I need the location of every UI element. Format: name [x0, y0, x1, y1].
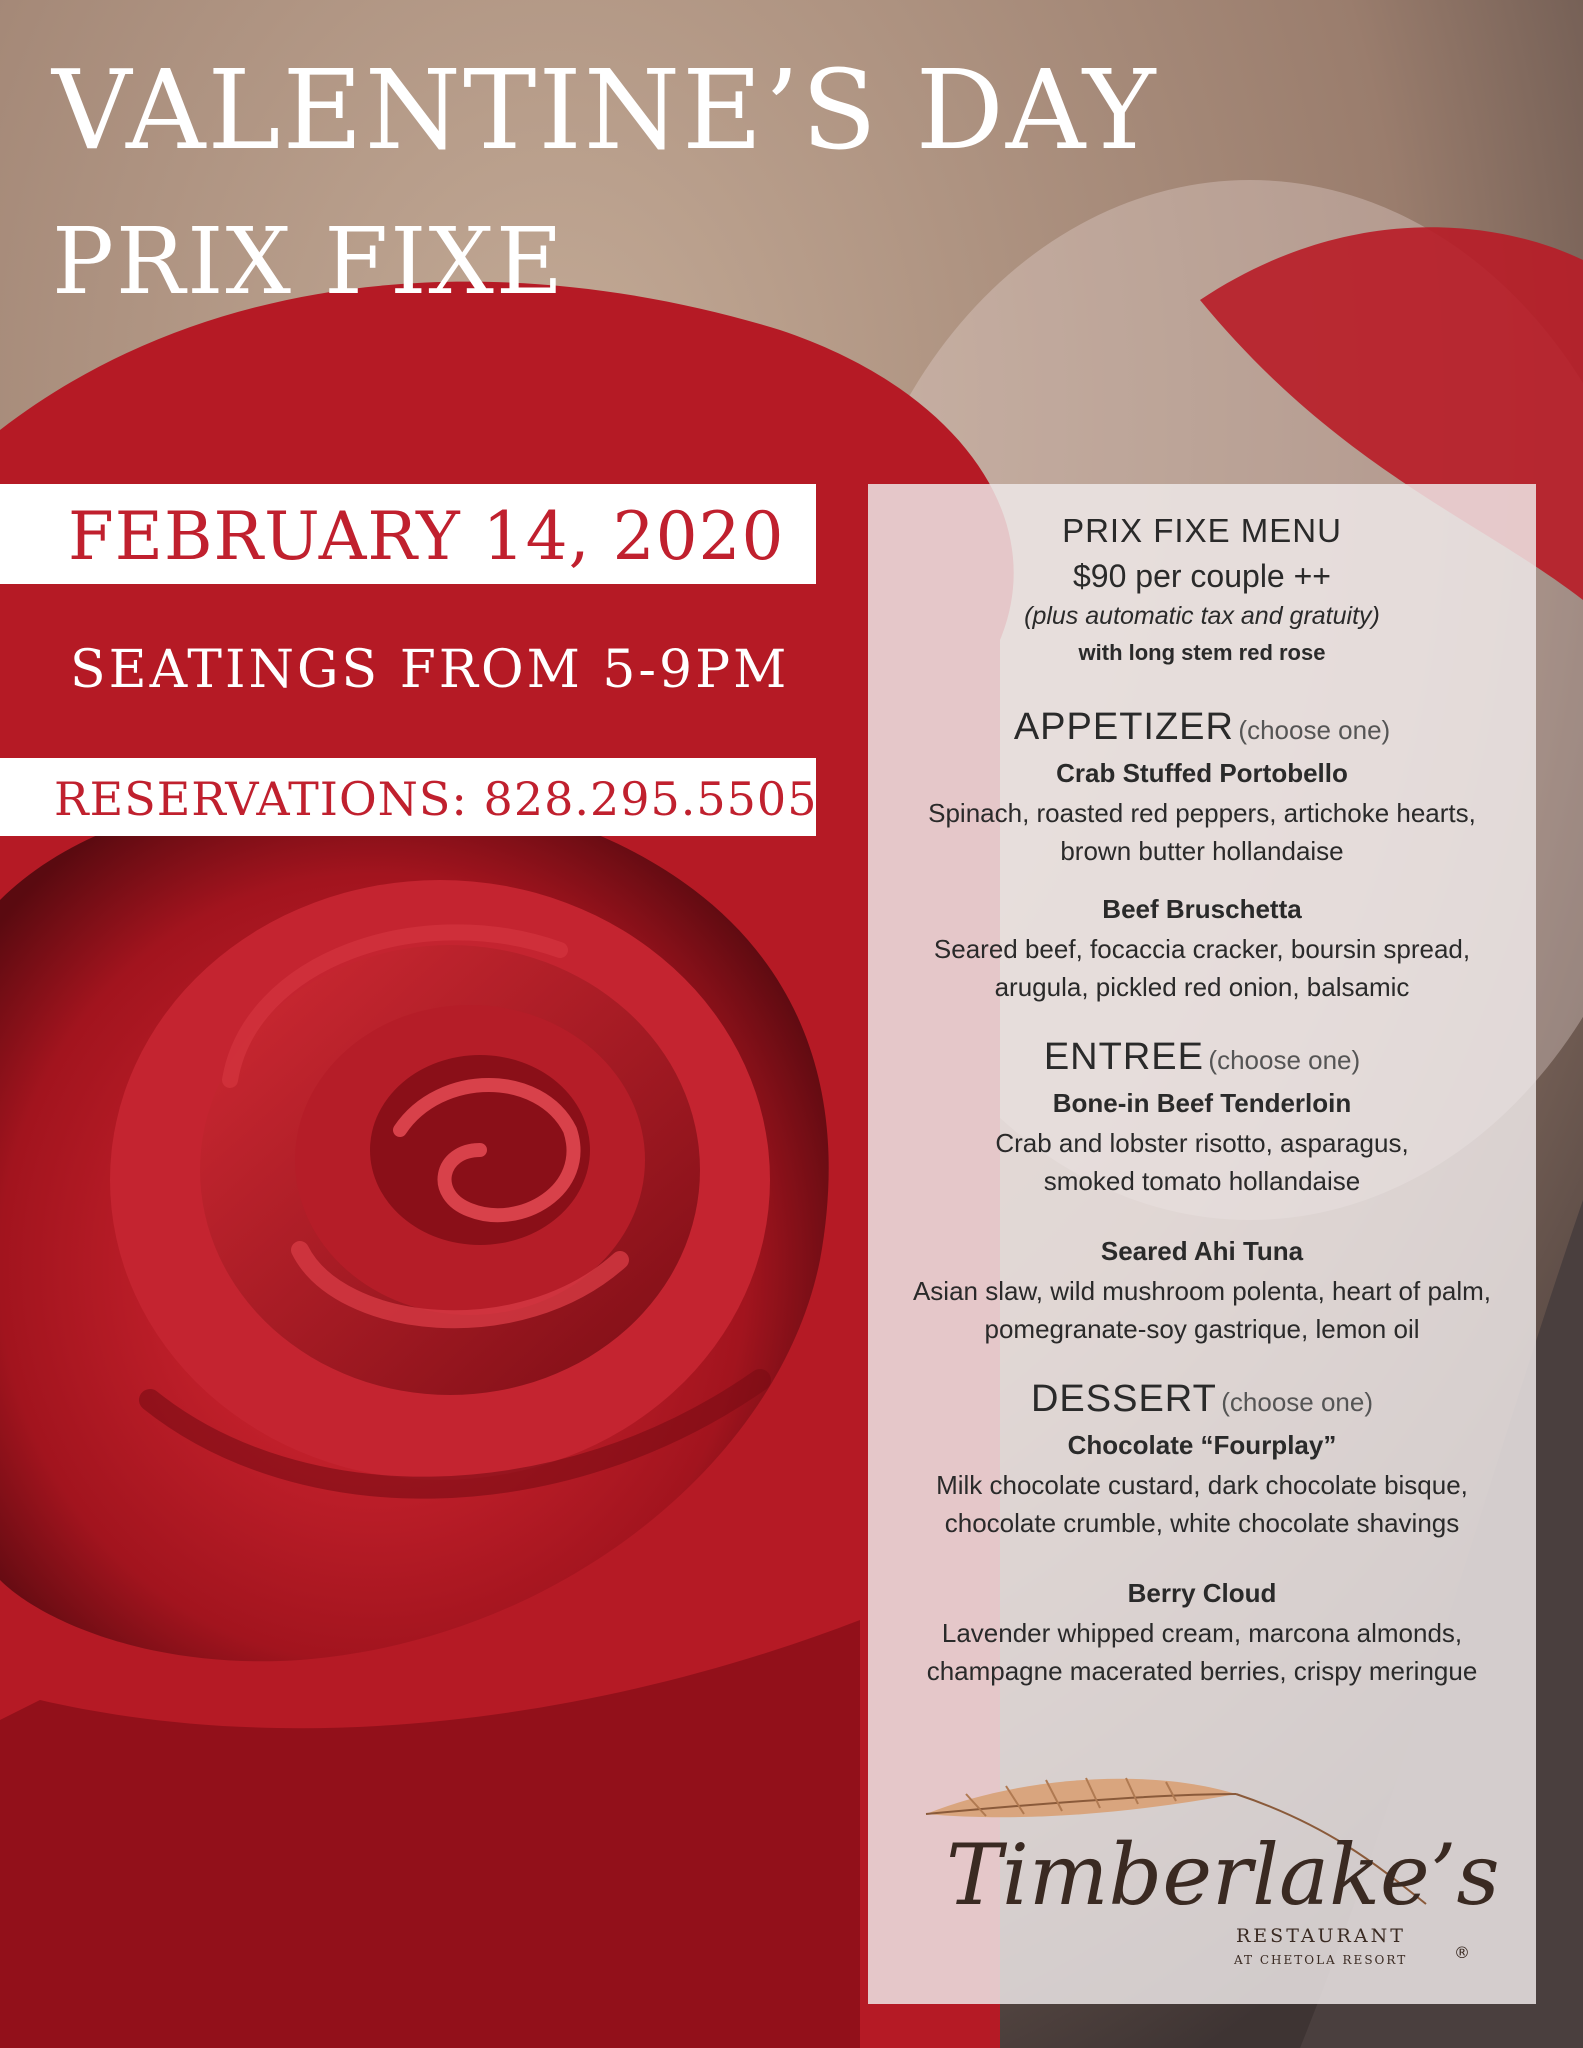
course-name: APPETIZER: [1013, 706, 1234, 748]
logo-script-name: Timberlake’s: [946, 1826, 1500, 1924]
dish-description: Asian slaw, wild mushroom polenta, heart of palm, pomegranate-soy gastrique, lemon oil: [912, 1276, 1492, 1344]
registered-mark: ®: [1454, 1943, 1470, 1962]
menu-price: $90 per couple ++: [1073, 558, 1331, 594]
dish-name: Berry Cloud: [1127, 1578, 1277, 1608]
logo-resort-text: AT CHETOLA RESORT: [1234, 1953, 1408, 1967]
dish-description: Lavender whipped cream, marcona almonds, champagne macerated berries, crispy meringue: [926, 1618, 1478, 1686]
logo-restaurant-text: RESTAURANT: [1236, 1925, 1406, 1947]
dish-description: Spinach, roasted red peppers, artichoke hearts, brown butter hollandaise: [928, 798, 1476, 866]
dish-name: Crab Stuffed Portobello: [1056, 758, 1348, 788]
reservations-banner: [0, 758, 816, 836]
course-heading-appetizer: [868, 706, 1536, 749]
course-heading-dessert: [868, 1378, 1536, 1421]
dish-description: Milk chocolate custard, dark chocolate bisque, chocolate crumble, white chocolate shavings: [936, 1470, 1468, 1538]
course-heading-entree: [868, 1036, 1536, 1079]
headline-line-1: VALENTINE’S DAY: [52, 46, 1158, 174]
course-choose-note: (choose one): [1238, 715, 1391, 745]
dish-description: Crab and lobster risotto, asparagus, smoked tomato hollandaise: [995, 1128, 1409, 1196]
dish-name: Seared Ahi Tuna: [1100, 1236, 1304, 1266]
menu-tax-note: (plus automatic tax and gratuity): [1024, 602, 1380, 630]
dish-name: Chocolate “Fourplay”: [1067, 1430, 1337, 1460]
course-choose-note: (choose one): [1208, 1045, 1361, 1075]
seatings-text: SEATINGS FROM 5-9PM: [70, 640, 790, 700]
event-date: FEBRUARY 14, 2020: [68, 498, 785, 575]
reservations-text: RESERVATIONS: 828.295.5505: [54, 772, 818, 826]
course-name: DESSERT: [1030, 1378, 1217, 1420]
dish-name: Beef Bruschetta: [1102, 894, 1302, 924]
dish-description: Seared beef, focaccia cracker, boursin spread, arugula, pickled red onion, balsamic: [933, 934, 1471, 1002]
timberlakes-restaurant-logo: [906, 1754, 1506, 1984]
course-choose-note: (choose one): [1221, 1387, 1373, 1417]
course-name: ENTREE: [1043, 1036, 1204, 1078]
menu-rose-note: with long stem red rose: [1078, 640, 1326, 665]
headline-line-2: PRIX FIXE: [52, 208, 566, 315]
prix-fixe-menu-panel: [868, 484, 1536, 2004]
dish-name: Bone-in Beef Tenderloin: [1052, 1088, 1352, 1118]
event-date-banner: [0, 484, 816, 584]
menu-title: PRIX FIXE MENU: [1062, 512, 1342, 549]
